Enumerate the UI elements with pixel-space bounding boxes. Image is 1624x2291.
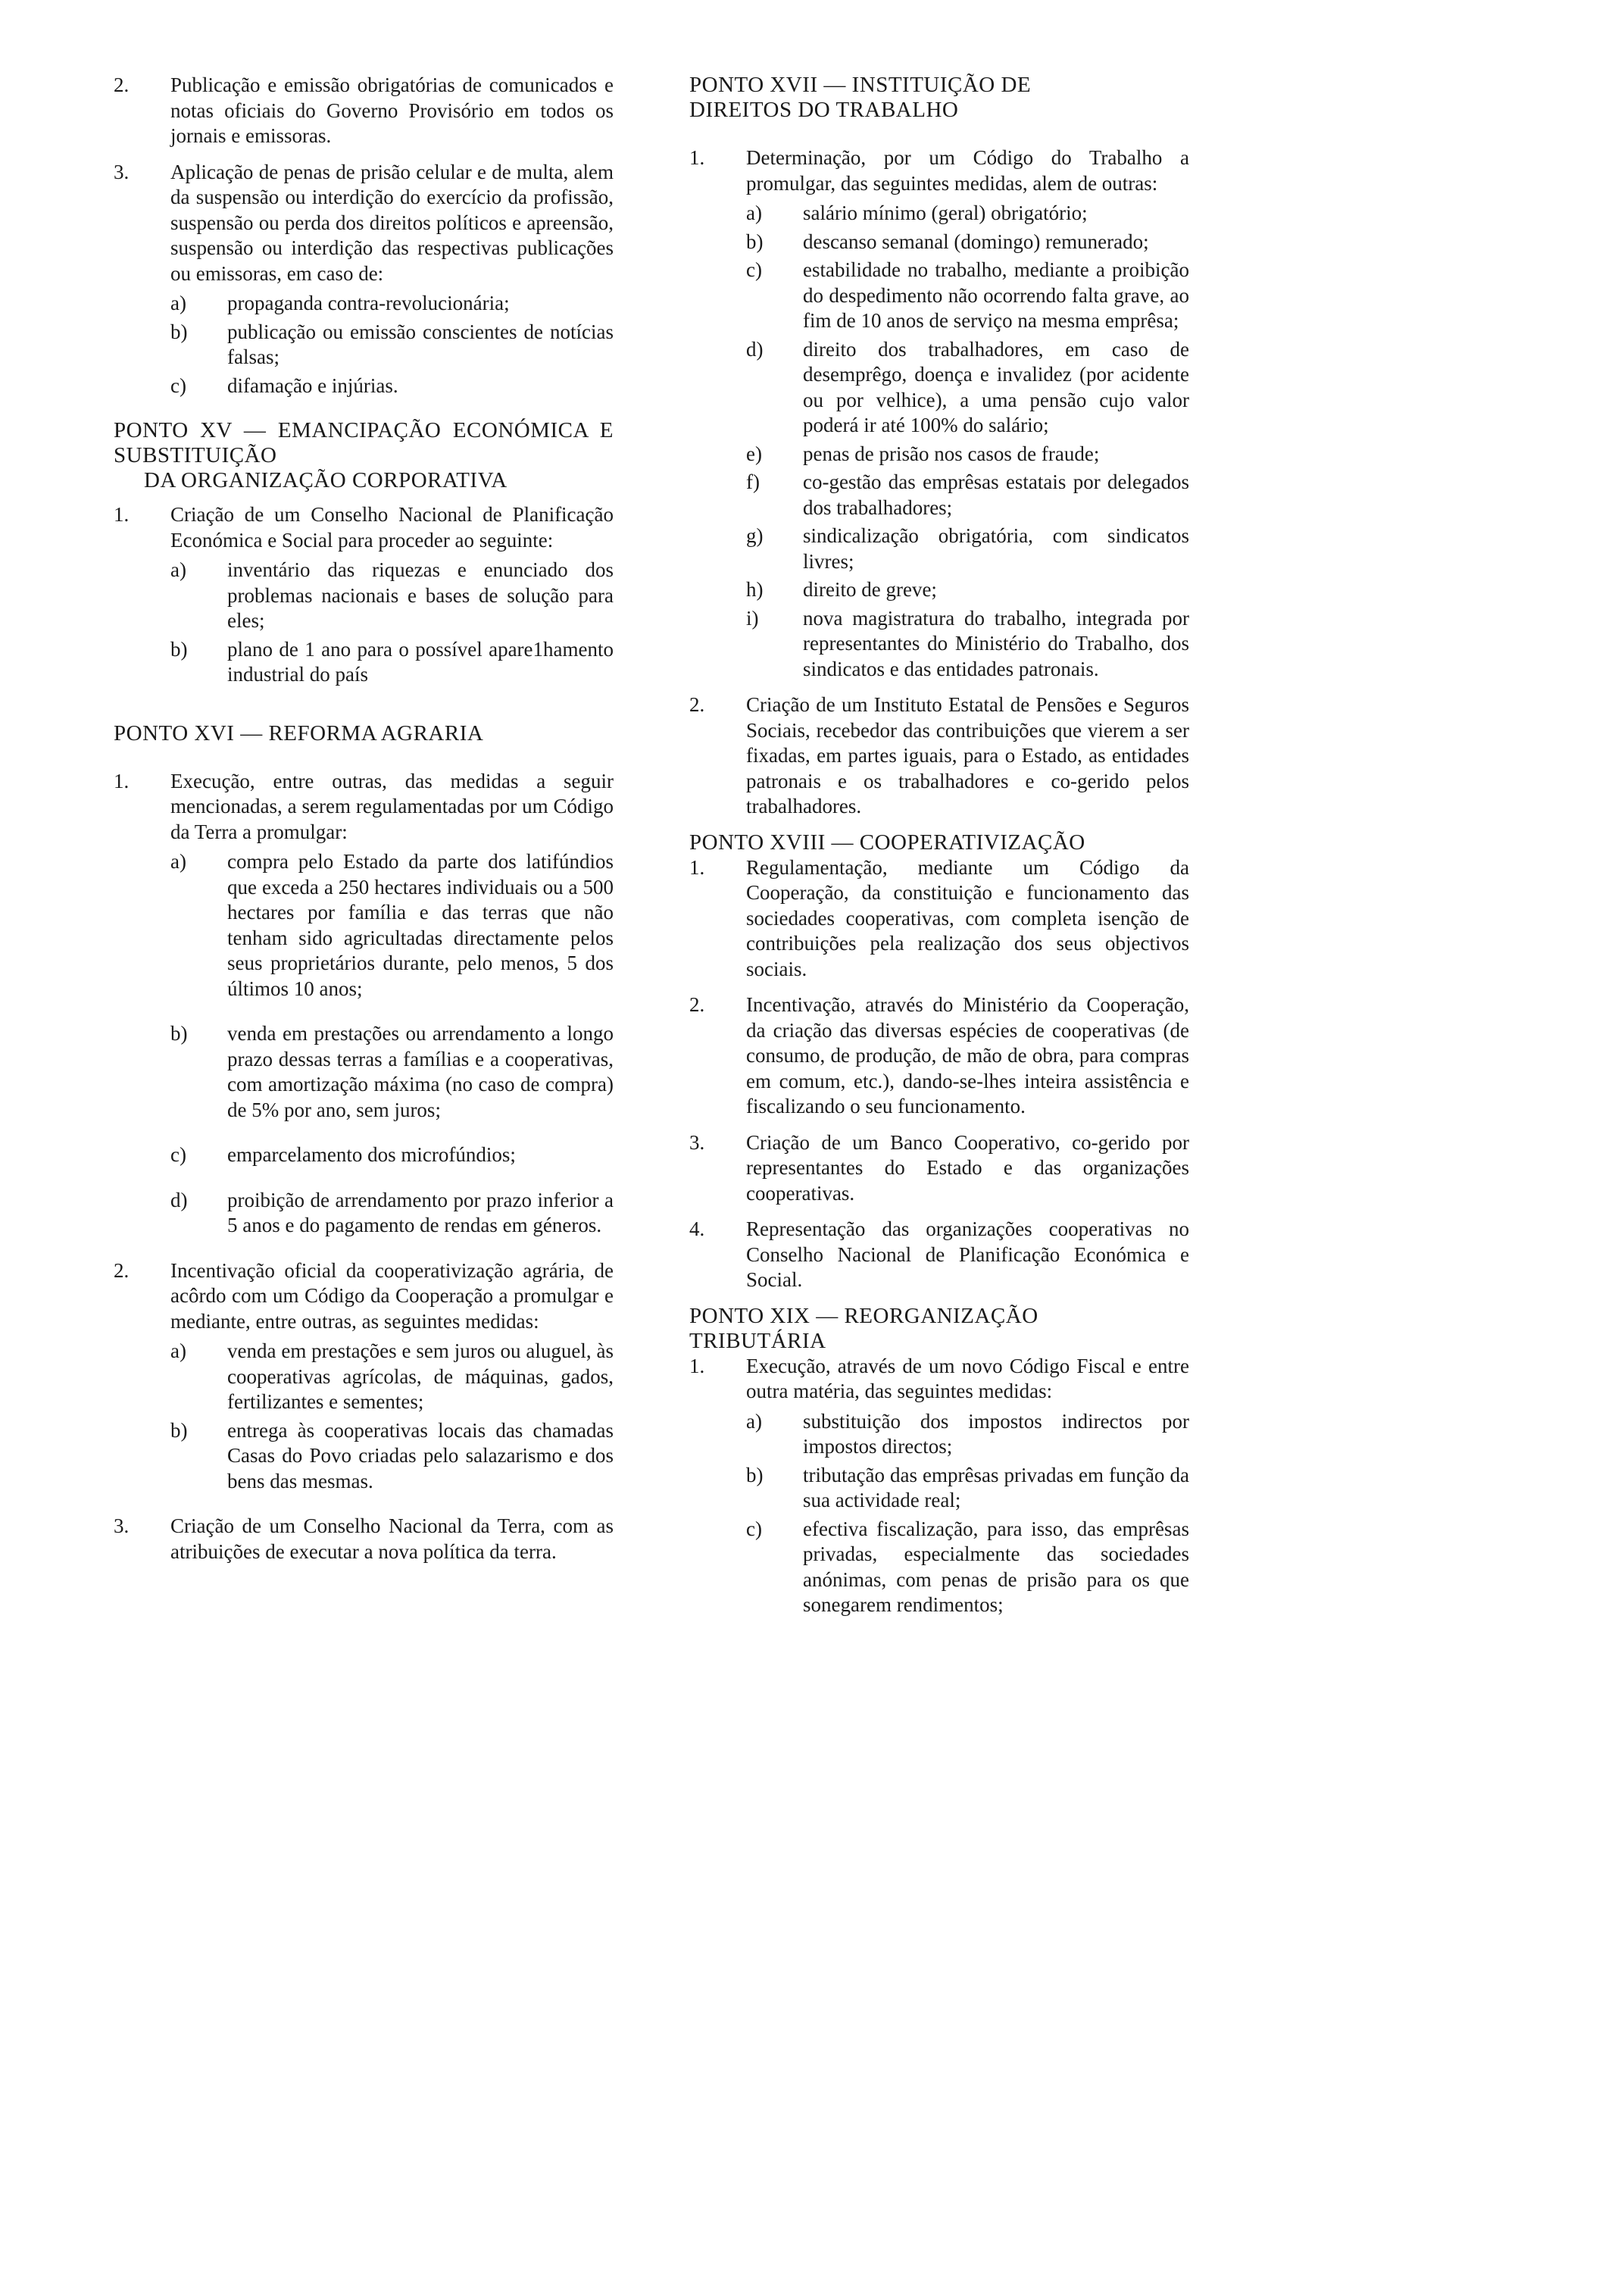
item-1-regulamentacao	[689, 855, 1189, 983]
item-number: 1.	[114, 769, 130, 792]
item-text: Incentivação oficial da cooperativização agrária, de acôrdo com um Código da Cooperação a promulgar e mediante, entre outras, as seguintes medidas:	[170, 1258, 614, 1333]
item-number: 2.	[689, 693, 705, 716]
sub-letter: a)	[746, 202, 762, 224]
sub-text: salário mínimo (geral) obrigatório;	[803, 202, 1088, 224]
item-number: 4.	[689, 1217, 705, 1240]
section-heading-ponto-xix	[689, 1304, 1189, 1354]
item-text: Criação de um Banco Cooperativo, co-gerido por representantes do Estado e das organizações cooperativas.	[746, 1130, 1189, 1205]
heading-line: DA ORGANIZAÇÃO CORPORATIVA	[144, 468, 508, 492]
item-text: Criação de um Instituto Estatal de Pensões e Seguros Sociais, recebedor das contribuições que vierem a ser fixadas, em partes iguais, para o Estado, as entidades patronais e os trabalhadores e co-gerido pelos trabalhadores.	[746, 693, 1189, 817]
sub-item	[170, 1339, 614, 1415]
sub-text: nova magistratura do trabalho, integrada por representantes do Ministério do Trabalho, dos sindicatos e das entidades patronais.	[803, 606, 1189, 680]
item-number: 3.	[114, 1514, 130, 1537]
item-number: 1.	[114, 503, 130, 526]
sub-letter: b)	[746, 1463, 764, 1486]
sub-list	[746, 201, 1189, 682]
item-2-incentivacao-cooperativizacao	[114, 1258, 614, 1495]
item-1-execucao-codigo-terra	[114, 769, 614, 1239]
sub-letter: b)	[170, 1022, 188, 1045]
sub-letter: h)	[746, 578, 764, 601]
sub-letter: a)	[170, 292, 186, 314]
sub-item	[746, 470, 1189, 520]
item-2-publicacao	[114, 73, 614, 149]
sub-item	[170, 849, 614, 1002]
item-1-codigo-trabalho	[689, 145, 1189, 682]
sub-list	[746, 1409, 1189, 1618]
sub-text: direito de greve;	[803, 578, 937, 601]
sub-letter: d)	[746, 337, 764, 361]
item-number: 2.	[114, 73, 130, 96]
sub-letter: f)	[746, 470, 760, 493]
item-3-banco-cooperativo	[689, 1130, 1189, 1207]
section-heading-ponto-xviii: PONTO XVIII — COOPERATIVIZAÇÃO	[689, 830, 1085, 855]
sub-list	[170, 1339, 614, 1494]
item-number: 1.	[689, 146, 705, 169]
item-text: Execução, através de um novo Código Fiscal e entre outra matéria, das seguintes medidas:	[746, 1354, 1189, 1402]
sub-letter: a)	[170, 1339, 186, 1362]
item-1-codigo-fiscal	[689, 1354, 1189, 1618]
sub-text: direito dos trabalhadores, em caso de desemprêgo, doença e invalidez (por acidente ou por velhice), a uma pensão cujo valor poderá ir até 100% do salário;	[803, 337, 1189, 436]
item-text: Regulamentação, mediante um Código da Cooperação, da constituição e funcionamento das sociedades cooperativas, com completa isenção de contribuições pela realização dos seus objectivos sociais.	[746, 855, 1189, 980]
sub-text: plano de 1 ano para o possível apare1hamento industrial do país	[227, 637, 614, 686]
sub-text: proibição de arrendamento por prazo inferior a 5 anos e do pagamento de rendas em géneros.	[227, 1188, 614, 1236]
sub-item	[746, 524, 1189, 574]
sub-text: descanso semanal (domingo) remunerado;	[803, 230, 1149, 253]
item-4-representacao	[689, 1217, 1189, 1293]
sub-text: estabilidade no trabalho, mediante a proibição do despedimento não ocorrendo falta grave, ao fim de 10 anos de serviço na mesma emprêsa;	[803, 258, 1189, 332]
sub-item	[746, 337, 1189, 439]
sub-text: sindicalização obrigatória, com sindicatos livres;	[803, 524, 1189, 573]
item-text: Aplicação de penas de prisão celular e de multa, alem da suspensão ou interdição do exercício da profissão, suspensão ou perda dos direitos políticos e apreensão, suspensão ou interdição das respectivas publicações ou emissoras, em caso de:	[170, 160, 614, 285]
sub-text: difamação e injúrias.	[227, 373, 398, 397]
sub-item	[746, 1409, 1189, 1460]
sub-letter: g)	[746, 524, 764, 547]
sub-letter: i)	[746, 606, 759, 630]
item-text: Representação das organizações cooperativas no Conselho Nacional de Planificação Económica e Social.	[746, 1217, 1189, 1291]
sub-letter: e)	[746, 442, 762, 465]
item-number: 3.	[114, 160, 130, 183]
sub-letter: c)	[170, 373, 186, 397]
sub-letter: c)	[746, 258, 762, 281]
sub-text: compra pelo Estado da parte dos latifúndios que exceda a 250 hectares individuais ou a 500 hectares por família e das terras que não tenham sido agricultadas directamente pelos seus proprietários durante, pelo menos, 5 dos últimos 10 anos;	[227, 850, 614, 1000]
item-text: Execução, entre outras, das medidas a seguir mencionadas, a serem regulamentadas por um Código da Terra a promulgar:	[170, 769, 614, 843]
left-column	[114, 73, 614, 1575]
sub-text: venda em prestações e sem juros ou aluguel, às cooperativas agrícolas, de máquinas, gados, fertilizantes e sementes;	[227, 1339, 614, 1413]
sub-text: efectiva fiscalização, para isso, das emprêsas privadas, especialmente das sociedades anónimas, com penas de prisão para os que sonegarem rendimentos;	[803, 1517, 1189, 1616]
sub-letter: c)	[170, 1143, 186, 1166]
sub-letter: a)	[746, 1409, 762, 1433]
sub-list	[170, 849, 614, 1239]
sub-item	[746, 442, 1189, 467]
sub-item	[170, 373, 614, 399]
item-number: 3.	[689, 1130, 705, 1154]
sub-item	[170, 291, 614, 317]
sub-item	[170, 320, 614, 370]
item-text: Criação de um Conselho Nacional de Planificação Económica e Social para proceder ao seguinte:	[170, 503, 614, 552]
sub-item	[746, 230, 1189, 255]
sub-text: inventário das riquezas e enunciado dos problemas nacionais e bases de solução para eles;	[227, 558, 614, 632]
sub-item	[170, 1021, 614, 1123]
sub-item	[170, 637, 614, 688]
item-text: Criação de um Conselho Nacional da Terra, com as atribuições de executar a nova política da terra.	[170, 1514, 614, 1563]
item-3-aplicacao-penas	[114, 160, 614, 399]
sub-item	[746, 1463, 1189, 1514]
item-2-instituto-pensoes	[689, 692, 1189, 820]
sub-item	[170, 1188, 614, 1239]
sub-item	[746, 258, 1189, 334]
heading-line: DIREITOS DO TRABALHO	[689, 98, 959, 122]
sub-list	[170, 558, 614, 688]
sub-item	[170, 1142, 614, 1168]
sub-item	[746, 606, 1189, 683]
sub-text: entrega às cooperativas locais das chamadas Casas do Povo criadas pelo salazarismo e dos bens das mesmas.	[227, 1418, 614, 1492]
sub-text: tributação das emprêsas privadas em função da sua actividade real;	[803, 1463, 1189, 1511]
sub-text: emparcelamento dos microfúndios;	[227, 1143, 516, 1166]
item-1-conselho-planificacao	[114, 502, 614, 688]
item-text: Publicação e emissão obrigatórias de comunicados e notas oficiais do Governo Provisório em todos os jornais e emissoras.	[170, 73, 614, 147]
heading-line: PONTO XIX — REORGANIZAÇÃO	[689, 1303, 1038, 1328]
sub-letter: b)	[746, 230, 764, 253]
section-heading-ponto-xvii	[689, 73, 1189, 123]
sub-letter: b)	[170, 1418, 188, 1442]
item-text: Incentivação, através do Ministério da Cooperação, da criação das diversas espécies de cooperativas (de consumo, de produção, de mão de obra, para compras em comum, etc.), dando-se-lhes inteira assistência e fiscalizando o seu funcionamento.	[746, 993, 1189, 1117]
sub-item	[170, 1418, 614, 1495]
sub-item	[746, 201, 1189, 227]
item-number: 2.	[689, 993, 705, 1016]
sub-letter: a)	[170, 558, 186, 581]
sub-list	[170, 291, 614, 399]
right-column	[689, 73, 1189, 1629]
sub-letter: b)	[170, 320, 188, 343]
sub-item	[746, 1517, 1189, 1618]
sub-text: propaganda contra-revolucionária;	[227, 292, 510, 314]
sub-text: substituição dos impostos indirectos por impostos directos;	[803, 1409, 1189, 1458]
sub-letter: a)	[170, 850, 186, 873]
sub-letter: d)	[170, 1188, 188, 1211]
item-2-incentivacao	[689, 992, 1189, 1120]
sub-text: venda em prestações ou arrendamento a longo prazo dessas terras a famílias e a cooperativas, com amortização máxima (no caso de compra) de 5% por ano, sem juros;	[227, 1022, 614, 1121]
sub-letter: b)	[170, 637, 188, 661]
sub-letter: c)	[746, 1517, 762, 1540]
item-number: 1.	[689, 1354, 705, 1377]
item-3-conselho-terra	[114, 1514, 614, 1564]
item-text: Determinação, por um Código do Trabalho a promulgar, das seguintes medidas, alem de outras:	[746, 146, 1189, 195]
sub-text: penas de prisão nos casos de fraude;	[803, 442, 1100, 465]
sub-text: publicação ou emissão conscientes de notícias falsas;	[227, 320, 614, 368]
section-heading-ponto-xvi: PONTO XVI — REFORMA AGRARIA	[114, 720, 484, 745]
sub-item	[746, 577, 1189, 603]
heading-line: PONTO XVII — INSTITUIÇÃO DE	[689, 73, 1032, 97]
sub-item	[170, 558, 614, 634]
item-number: 1.	[689, 855, 705, 879]
sub-text: co-gestão das emprêsas estatais por delegados dos trabalhadores;	[803, 470, 1189, 519]
heading-line: TRIBUTÁRIA	[689, 1328, 826, 1353]
heading-line: PONTO XV — EMANCIPAÇÃO ECONÓMICA E SUBSTITUIÇÃO	[114, 418, 614, 467]
item-number: 2.	[114, 1258, 130, 1282]
section-heading-ponto-xv	[114, 418, 614, 493]
